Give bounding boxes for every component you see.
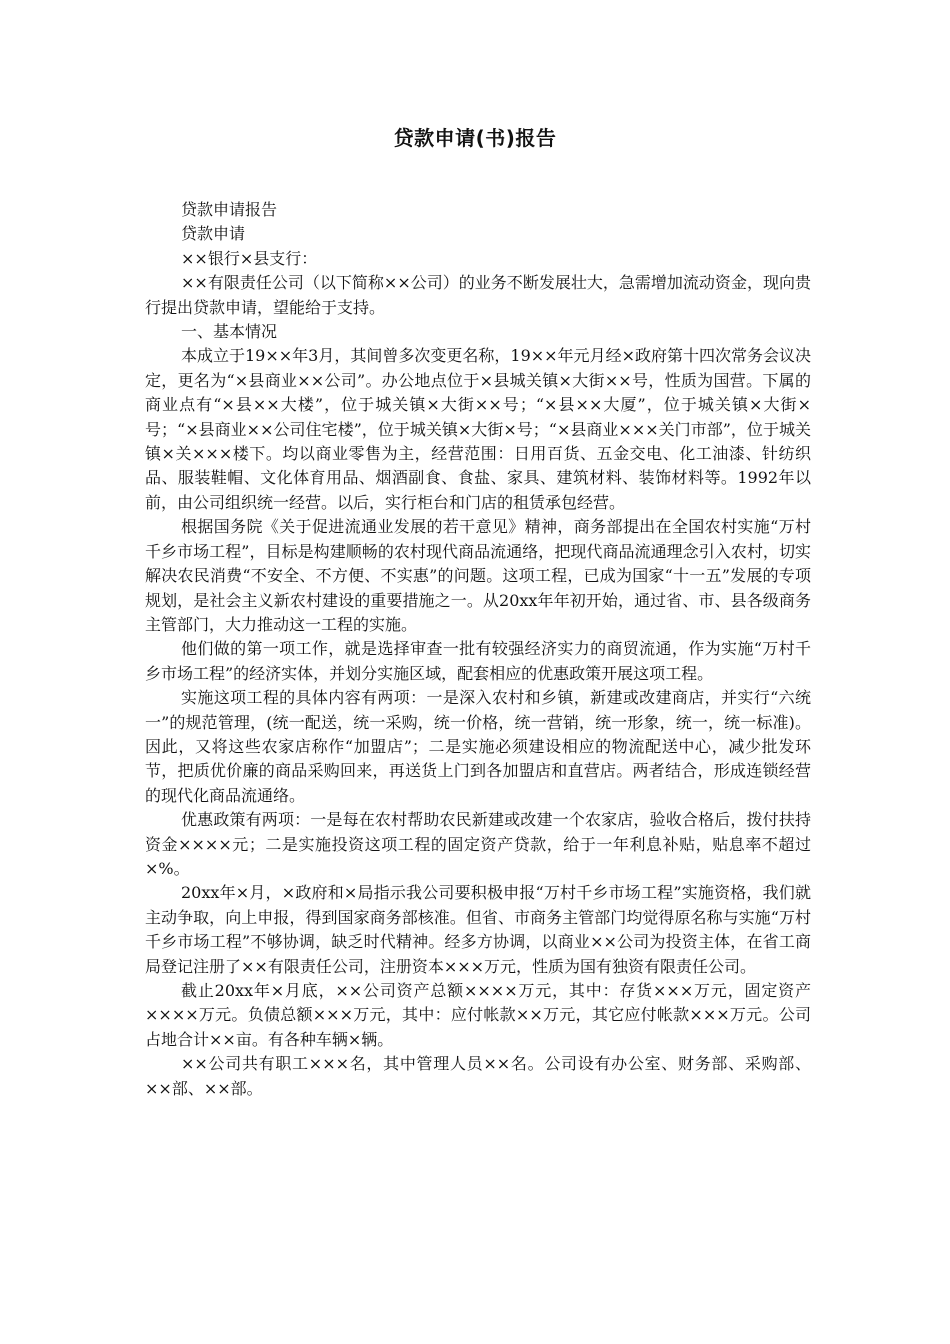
paragraph-project-background: 根据国务院《关于促进流通业发展的若干意见》精神，商务部提出在全国农村实施“万村千乡市场工程”，目标是构建顺畅的农村现代商品流通络，把现代商品流通理念引入农村，切实解决农民消费“不安全、不方便、不实惠”的问题。这项工程，已成为国家“十一五”发展的专项规划，是社会主义新农村建设的重要措施之一。从20xx年年初开始，通过省、市、县各级商务主管部门，大力推动这一工程的实施。 bbox=[145, 517, 811, 634]
paragraph-project-content: 实施这项工程的具体内容有两项：一是深入农村和乡镇，新建或改建商店，并实行“六统一”的规范管理，(统一配送，统一采购，统一价格，统一营销，统一形象，统一，统一标准)。因此，又将这些农家店称作“加盟店”；二是实施必须建设相应的物流配送中心，减少批发环节，把质优价廉的商品采购回来，再送货上门到各加盟店和直营店。两者结合，形成连锁经营的现代化商品流通络。 bbox=[145, 688, 811, 805]
paragraph-preferential-policy: 优惠政策有两项：一是每在农村帮助农民新建或改建一个农家店，验收合格后，拨付扶持资金××××元；二是实施投资这项工程的固定资产贷款，给于一年利息补贴，贴息率不超过×%。 bbox=[145, 810, 811, 878]
paragraph-salutation: ××银行×县支行： bbox=[181, 248, 318, 268]
section-heading-basic-info: 一、基本情况 bbox=[181, 322, 278, 342]
paragraph-heading-application: 贷款申请 bbox=[181, 224, 246, 244]
paragraph-application-process: 20xx年×月，×政府和×局指示我公司要积极申报“万村千乡市场工程”实施资格，我们就主动争取，向上申报，得到国家商务部核准。但省、市商务主管部门均觉得原名称与实施“万村千乡市场工程”不够协调，缺乏时代精神。经多方协调，以商业××公司为投资主体，在省工商局登记注册了××有限责任公司，注册资本×××万元，性质为国有独资有限责任公司。 bbox=[145, 883, 811, 976]
paragraph-company-history: 本成立于19××年3月，其间曾多次变更名称，19××年元月经×政府第十四次常务会议决定，更名为“×县商业××公司”。办公地点位于×县城关镇×大街××号，性质为国营。下属的商业点有“×县××大楼”，位于城关镇×大街××号；“×县××大厦”，位于城关镇×大街×号；“×县商业××公司住宅楼”，位于城关镇×大街×号；“×县商业×××关门市部”，位于城关镇×关×××楼下。均以商业零售为主，经营范围：日用百货、五金交电、化工油漆、针纺织品、服装鞋帽、文化体育用品、烟酒副食、食盐、家具、建筑材料、装饰材料等。1992年以前，由公司组织统一经营。以后，实行柜台和门店的租赁承包经营。 bbox=[145, 346, 811, 512]
document-body bbox=[145, 198, 811, 1101]
paragraph-first-task: 他们做的第一项工作，就是选择审查一批有较强经济实力的商贸流通，作为实施“万村千乡市场工程”的经济实体，并划分实施区域，配套相应的优惠政策开展这项工程。 bbox=[145, 639, 811, 683]
document-title: 贷款申请(书)报告 bbox=[393, 126, 557, 150]
paragraph-financial-status: 截止20xx年×月底，××公司资产总额××××万元，其中：存货×××万元，固定资产××××万元。负债总额×××万元，其中：应付帐款××万元，其它应付帐款×××万元。公司占地合计××亩。有各种车辆×辆。 bbox=[145, 981, 811, 1049]
paragraph-staff: ××公司共有职工×××名，其中管理人员××名。公司设有办公室、财务部、采购部、××部、××部。 bbox=[145, 1054, 811, 1098]
paragraph-intro: ××有限责任公司（以下简称××公司）的业务不断发展壮大，急需增加流动资金，现向贵行提出贷款申请，望能给于支持。 bbox=[145, 273, 811, 317]
paragraph-heading-report: 贷款申请报告 bbox=[181, 200, 278, 219]
